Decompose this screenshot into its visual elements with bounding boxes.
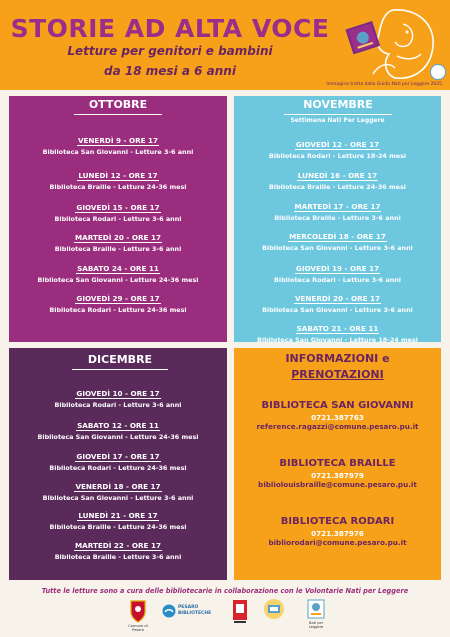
event-datetime: MERCOLEDÌ 18 - ORE 17 <box>289 232 386 241</box>
event-datetime: VENERDÌ 18 - ORE 17 <box>75 482 161 491</box>
event-item <box>234 286 441 315</box>
event-location: Biblioteca San Giovanni - Letture 3-6 anni <box>262 306 413 314</box>
event-item <box>234 194 441 223</box>
library-contact <box>234 458 441 489</box>
npl-logo <box>262 598 286 624</box>
event-location: Biblioteca Rodari - Letture 3-6 anni <box>54 401 182 409</box>
event-item <box>234 316 441 345</box>
reading-mother-illustration <box>345 4 440 82</box>
event-datetime: GIOVEDÌ 15 - ORE 17 <box>76 203 160 212</box>
event-datetime: GIOVEDÌ 17 - ORE 17 <box>76 452 160 461</box>
event-datetime: MARTEDÌ 20 - ORE 17 <box>75 233 161 242</box>
footer-note: Tutte le letture sono a cura delle bibliotecarie in collaborazione con le Volontarie Nati per Leggere <box>41 587 409 595</box>
sponsor-logos <box>0 598 450 632</box>
event-location: Biblioteca Braille - Letture 3-6 anni <box>54 553 182 561</box>
library-name: BIBLIOTECA SAN GIOVANNI <box>261 400 414 411</box>
event-item <box>9 195 227 224</box>
event-location: Biblioteca San Giovanni - Letture 3-6 anni <box>42 494 194 502</box>
event-datetime: LUNEDÌ 12 - ORE 17 <box>78 171 158 180</box>
event-location: Biblioteca San Giovanni - Letture 3-6 anni <box>42 148 194 156</box>
library-contact <box>234 516 441 547</box>
pesaro-biblioteche-logo <box>162 598 212 628</box>
event-datetime: MARTEDÌ 22 - ORE 17 <box>75 541 161 550</box>
event-item <box>9 225 227 254</box>
event-location: Biblioteca Rodari - Letture 3-6 anni <box>54 215 182 223</box>
crest-logo-label: Comune di Pesaro <box>128 624 148 632</box>
library-phone: 0721.387979 <box>311 471 364 480</box>
event-item <box>9 286 227 315</box>
event-item <box>234 163 441 192</box>
event-datetime: GIOVEDÌ 19 - ORE 17 <box>295 264 380 273</box>
event-item <box>9 381 227 410</box>
event-location: Biblioteca San Giovanni - Letture 24-36 mesi <box>37 276 199 284</box>
event-location: Biblioteca San Giovanni - Letture 24-36 mesi <box>37 433 199 441</box>
event-datetime: SABATO 12 - ORE 11 <box>77 421 159 430</box>
library-contact <box>234 400 441 431</box>
novembre-panel <box>234 96 441 342</box>
event-datetime: GIOVEDÌ 29 - ORE 17 <box>76 294 160 303</box>
event-item <box>9 128 227 157</box>
nati-per-leggere-label: Nati per Leggere <box>308 621 324 629</box>
event-location: Biblioteca Braille - Letture 24-36 mesi <box>49 523 187 531</box>
event-item <box>234 256 441 285</box>
image-credit: Immagine tratta dalla Guida Nati per Leggere 2025 <box>326 82 442 87</box>
event-location: Biblioteca San Giovanni - Letture 18-24 mesi <box>257 336 418 344</box>
info-title: INFORMAZIONI e <box>285 352 390 365</box>
pesaro-biblioteche-label: PESARO BIBLIOTECHE <box>178 605 212 616</box>
library-name: BIBLIOTECA BRAILLE <box>279 458 396 469</box>
dicembre-title: DICEMBRE <box>72 351 168 370</box>
dicembre-panel <box>9 348 227 580</box>
nati-per-leggere-badge-icon <box>430 64 446 80</box>
event-location: Biblioteca San Giovanni - Letture 3-6 anni <box>262 244 413 252</box>
event-datetime: SABATO 21 - ORE 11 <box>296 324 379 333</box>
ottobre-title: OTTOBRE <box>74 96 162 115</box>
event-datetime: LUNEDÌ 21 - ORE 17 <box>78 511 158 520</box>
page-title: STORIE AD ALTA VOCE <box>10 14 330 43</box>
crest-logo <box>128 598 148 632</box>
event-location: Biblioteca Rodari - Letture 3-6 anni <box>274 276 401 284</box>
library-email[interactable]: bibliorodari@comune.pesaro.pu.it <box>268 538 407 547</box>
age-range: da 18 mesi a 6 anni <box>104 64 236 78</box>
event-item <box>234 132 441 161</box>
event-item <box>234 224 441 253</box>
library-phone: 0721.387976 <box>311 529 364 538</box>
event-datetime: VENERDÌ 9 - ORE 17 <box>77 136 159 145</box>
event-datetime: LUNEDÌ 16 - ORE 17 <box>297 171 378 180</box>
event-datetime: MARTEDÌ 17 - ORE 17 <box>294 202 381 211</box>
event-datetime: VENERDÌ 20 - ORE 17 <box>294 294 381 303</box>
event-item <box>9 474 227 503</box>
event-datetime: GIOVEDÌ 12 - ORE 17 <box>295 140 380 149</box>
event-datetime: SABATO 24 - ORE 11 <box>77 264 159 273</box>
library-email[interactable]: reference.ragazzi@comune.pesaro.pu.it <box>256 422 419 431</box>
event-item <box>9 413 227 442</box>
event-location: Biblioteca Rodari - Letture 24-36 mesi <box>49 306 187 314</box>
info-panel <box>234 348 441 580</box>
event-item <box>9 163 227 192</box>
event-location: Biblioteca Rodari - Letture 24-36 mesi <box>49 464 187 472</box>
red-logo <box>232 598 248 624</box>
nati-per-leggere-logo <box>306 598 326 628</box>
novembre-title: NOVEMBRE <box>284 96 392 115</box>
library-phone: 0721.387763 <box>311 413 364 422</box>
library-email[interactable]: bibliolouisbraille@comune.pesaro.pu.it <box>258 480 417 489</box>
event-item <box>9 444 227 473</box>
page-subtitle: Letture per genitori e bambini <box>67 44 273 58</box>
novembre-subtitle: Settimana Nati Per Leggere <box>290 117 385 124</box>
ottobre-panel <box>9 96 227 342</box>
event-location: Biblioteca Rodari - Letture 18-24 mesi <box>268 152 407 160</box>
event-location: Biblioteca Braille - Letture 24-36 mesi <box>49 183 187 191</box>
event-item <box>9 533 227 562</box>
event-location: Biblioteca Braille - Letture 3-6 anni <box>54 245 182 253</box>
info-subtitle: PRENOTAZIONI <box>291 368 384 381</box>
event-datetime: GIOVEDÌ 10 - ORE 17 <box>76 389 160 398</box>
event-item <box>9 256 227 285</box>
library-name: BIBLIOTECA RODARI <box>280 516 395 527</box>
event-location: Biblioteca Braille - Letture 3-6 anni <box>274 214 401 222</box>
event-location: Biblioteca Braille - Letture 24-36 mesi <box>269 183 406 191</box>
header-band <box>0 0 450 90</box>
event-item <box>9 503 227 532</box>
